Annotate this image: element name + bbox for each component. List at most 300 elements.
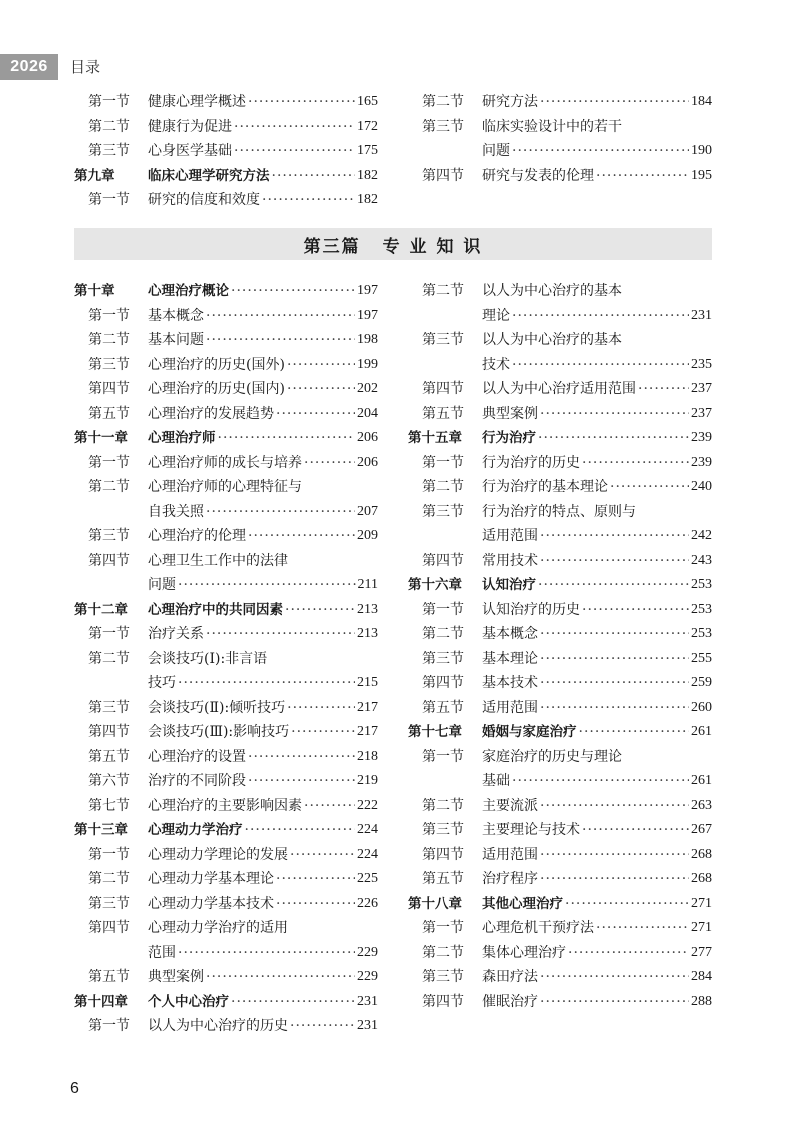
entry-title-line: [482, 843, 712, 868]
entry-page: 261: [691, 773, 712, 788]
entry-title-line: [482, 745, 712, 770]
toc-section-entry: [74, 115, 378, 140]
leader-dots: [540, 90, 689, 115]
entry-title-line: [148, 475, 378, 500]
leader-dots: [272, 164, 356, 189]
entry-title: 认知治疗: [482, 577, 536, 593]
entry-page: 263: [691, 797, 712, 813]
leader-dots: [206, 622, 355, 647]
toc-section-entry: [74, 524, 378, 549]
entry-number: 第二节: [88, 871, 130, 887]
toc-top-left-column: [74, 90, 378, 213]
leader-dots: [540, 647, 689, 672]
entry-title: 以人为中心治疗适用范围: [482, 381, 636, 397]
entry-title-line: [148, 164, 378, 189]
entry-page: 182: [357, 167, 378, 183]
entry-number: 第十八章: [408, 895, 462, 912]
toc-section-entry: [408, 328, 712, 353]
toc-section-entry: [408, 279, 712, 304]
leader-dots: [206, 965, 355, 990]
entry-page: 277: [691, 944, 712, 960]
leader-dots: [512, 353, 689, 378]
leader-dots: [540, 965, 689, 990]
entry-number: 第十五章: [408, 430, 462, 446]
entry-title: 个人中心治疗: [148, 993, 229, 1010]
entry-title-line: [148, 794, 378, 819]
entry-number: 第一节: [422, 748, 464, 765]
leader-dots: [178, 573, 356, 598]
leader-dots: [290, 1014, 355, 1039]
toc-left-column: [74, 279, 378, 1039]
entry-page: 215: [357, 675, 378, 690]
toc-section-entry: [408, 164, 712, 189]
toc-section-entry: [74, 304, 378, 329]
entry-number: 第十四章: [74, 993, 128, 1010]
entry-title-line: [148, 524, 378, 549]
entry-number: 第一节: [88, 1018, 130, 1034]
leader-dots: [582, 598, 689, 623]
entry-page: 239: [691, 454, 712, 470]
entry-number: 第三节: [422, 969, 464, 985]
entry-title: 典型案例: [482, 405, 538, 422]
entry-title-line: [482, 139, 712, 164]
toc-chapter-entry: [408, 573, 712, 598]
entry-page: 182: [357, 192, 378, 207]
entry-number: 第十一章: [74, 430, 128, 446]
leader-dots: [234, 115, 355, 140]
toc-section-entry: [408, 500, 712, 525]
entry-title: 治疗关系: [148, 626, 204, 642]
entry-page: 204: [357, 405, 378, 421]
entry-page: 226: [357, 895, 378, 911]
entry-page: 268: [691, 846, 712, 862]
entry-page: 231: [357, 993, 378, 1009]
entry-title: 以人为中心治疗的基本: [482, 283, 622, 299]
entry-page: 184: [691, 94, 712, 109]
entry-title: 基本问题: [148, 332, 204, 348]
entry-number: 第二节: [88, 650, 130, 667]
entry-title-line: [148, 598, 378, 623]
entry-title-line: [148, 549, 378, 574]
toc-section-entry: [74, 769, 378, 794]
entry-title: 心理治疗师: [148, 430, 216, 446]
entry-title-line: [482, 475, 712, 500]
entry-title-line: [148, 353, 378, 378]
entry-title: 催眠治疗: [482, 993, 538, 1010]
entry-title: 会谈技巧(Ⅲ):影响技巧: [148, 724, 290, 740]
entry-number: 第五节: [422, 699, 464, 716]
entry-page: 229: [357, 944, 378, 960]
leader-dots: [582, 451, 689, 476]
leader-dots: [582, 818, 689, 843]
entry-title: 基本技术: [482, 675, 538, 691]
toc-section-entry: [408, 794, 712, 819]
entry-title-line: [482, 402, 712, 427]
entry-title: 研究的信度和效度: [148, 192, 260, 208]
toc-chapter-entry: [74, 279, 378, 304]
toc-chapter-entry: [74, 426, 378, 451]
entry-title-line: [148, 990, 378, 1015]
entry-title: 心理治疗的发展趋势: [148, 405, 274, 422]
entry-title: 心理治疗的历史(国内): [148, 381, 285, 397]
entry-title: 其他心理治疗: [482, 895, 563, 912]
leader-dots: [540, 524, 689, 549]
toc-section-entry: [74, 1014, 378, 1039]
page-header: [0, 54, 800, 80]
entry-title-line: [482, 573, 712, 598]
entry-page: 271: [691, 895, 712, 911]
entry-title: 心理动力学治疗的适用: [148, 920, 288, 936]
entry-title: 行为治疗的历史: [482, 454, 580, 471]
entry-number: 第一节: [88, 307, 130, 324]
entry-number: 第一节: [88, 94, 130, 110]
entry-page: 260: [691, 699, 712, 715]
entry-title: 研究与发表的伦理: [482, 167, 594, 184]
entry-title-line: [482, 720, 712, 745]
entry-title: 心理动力学基本理论: [148, 871, 274, 887]
entry-number: 第十三章: [74, 822, 128, 838]
entry-title-cont: 问题: [148, 577, 176, 593]
entry-page: 235: [691, 356, 712, 372]
entry-title-line: [482, 794, 712, 819]
leader-dots: [540, 867, 689, 892]
toc-section-entry: [408, 843, 712, 868]
entry-title: 心理动力学基本技术: [148, 895, 274, 912]
entry-title-line: [148, 188, 378, 213]
entry-title-line: [148, 647, 378, 672]
toc-section-entry: [408, 622, 712, 647]
toc-chapter-entry: [74, 598, 378, 623]
entry-title-line: [482, 916, 712, 941]
entry-number: 第四节: [88, 920, 130, 936]
entry-page: 207: [357, 503, 378, 519]
entry-title-line: [148, 769, 378, 794]
entry-number: 第三节: [88, 528, 130, 544]
toc-chapter-entry: [74, 818, 378, 843]
entry-title-line: [148, 818, 378, 843]
entry-number: 第四节: [88, 381, 130, 397]
header-title: 目录: [70, 58, 101, 76]
entry-title: 治疗的不同阶段: [148, 773, 246, 789]
toc-section-entry: [74, 745, 378, 770]
entry-title: 心理治疗的主要影响因素: [148, 797, 302, 814]
entry-page: 253: [691, 626, 712, 641]
entry-title-continuation: [74, 671, 378, 696]
entry-page: 255: [691, 650, 712, 666]
toc-section-entry: [74, 916, 378, 941]
leader-dots: [290, 843, 355, 868]
entry-number: 第三节: [88, 143, 130, 159]
entry-title-cont: 技巧: [148, 675, 176, 691]
toc-section-entry: [408, 867, 712, 892]
entry-title-line: [482, 598, 712, 623]
leader-dots: [538, 573, 689, 598]
leader-dots: [178, 941, 355, 966]
toc-section-entry: [408, 745, 712, 770]
leader-dots: [596, 916, 689, 941]
entry-title: 婚姻与家庭治疗: [482, 724, 577, 740]
entry-title-line: [482, 500, 712, 525]
entry-page: 206: [357, 454, 378, 470]
toc-section-entry: [408, 115, 712, 140]
entry-title-cont: 理论: [482, 307, 510, 324]
entry-title-line: [148, 304, 378, 329]
leader-dots: [304, 451, 355, 476]
toc-section-entry: [408, 965, 712, 990]
entry-title: 主要流派: [482, 797, 538, 814]
entry-title-continuation: [408, 139, 712, 164]
entry-title: 心理治疗概论: [148, 283, 229, 299]
toc-section-entry: [408, 475, 712, 500]
entry-number: 第二节: [422, 797, 464, 814]
entry-title-line: [482, 941, 712, 966]
entry-title: 心理治疗师的成长与培养: [148, 454, 302, 471]
entry-page: 197: [357, 307, 378, 323]
entry-number: 第三节: [422, 118, 464, 135]
entry-number: 第五节: [88, 969, 130, 985]
leader-dots: [291, 720, 355, 745]
entry-page: 224: [357, 822, 378, 837]
toc-section-entry: [74, 892, 378, 917]
entry-title: 基本概念: [482, 626, 538, 642]
entry-number: 第一节: [422, 454, 464, 471]
entry-number: 第四节: [422, 552, 464, 569]
entry-number: 第三节: [88, 699, 130, 716]
entry-title: 行为治疗的基本理论: [482, 479, 608, 495]
leader-dots: [579, 720, 690, 745]
toc-section-entry: [408, 90, 712, 115]
entry-page: 172: [357, 118, 378, 134]
entry-number: 第三节: [422, 503, 464, 520]
entry-title-cont: 问题: [482, 143, 510, 159]
entry-number: 第五节: [88, 405, 130, 422]
entry-page: 231: [691, 307, 712, 323]
entry-title-line: [482, 867, 712, 892]
part-name: 专 业 知 识: [382, 236, 483, 257]
leader-dots: [568, 941, 689, 966]
leader-dots: [248, 745, 355, 770]
entry-title-line: [482, 279, 712, 304]
entry-page: 213: [357, 626, 378, 641]
entry-title-line: [482, 647, 712, 672]
toc-section-entry: [74, 377, 378, 402]
page-number: 6: [70, 1080, 79, 1097]
toc-section-entry: [74, 139, 378, 164]
entry-title-line: [482, 90, 712, 115]
leader-dots: [540, 696, 689, 721]
entry-title-line: [148, 916, 378, 941]
entry-number: 第二节: [422, 94, 464, 110]
entry-page: 202: [357, 381, 378, 396]
entry-number: 第四节: [422, 167, 464, 184]
entry-title-line: [148, 402, 378, 427]
leader-dots: [540, 843, 689, 868]
entry-page: 225: [357, 871, 378, 886]
leader-dots: [231, 279, 355, 304]
entry-title-line: [482, 451, 712, 476]
leader-dots: [276, 892, 355, 917]
entry-title-line: [148, 941, 378, 966]
part-number: 第三篇: [303, 236, 361, 257]
leader-dots: [538, 426, 689, 451]
leader-dots: [276, 402, 355, 427]
entry-title: 认知治疗的历史: [482, 601, 580, 618]
entry-number: 第四节: [422, 993, 464, 1010]
entry-page: 211: [357, 577, 378, 592]
toc-chapter-entry: [408, 892, 712, 917]
entry-title: 心理动力学治疗: [148, 822, 243, 838]
toc-section-entry: [74, 549, 378, 574]
entry-title: 心理卫生工作中的法律: [148, 552, 288, 569]
leader-dots: [206, 500, 355, 525]
leader-dots: [248, 90, 355, 115]
entry-title-line: [148, 573, 378, 598]
leader-dots: [512, 304, 689, 329]
entry-number: 第十二章: [74, 601, 128, 618]
entry-number: 第二节: [422, 626, 464, 642]
entry-number: 第三节: [88, 356, 130, 373]
entry-title-continuation: [74, 941, 378, 966]
toc-section-entry: [408, 671, 712, 696]
entry-title: 心身医学基础: [148, 143, 232, 159]
entry-page: 229: [357, 969, 378, 984]
entry-number: 第五节: [422, 405, 464, 422]
leader-dots: [596, 164, 689, 189]
leader-dots: [234, 139, 355, 164]
toc-section-entry: [74, 965, 378, 990]
entry-page: 267: [691, 822, 712, 837]
leader-dots: [287, 353, 355, 378]
entry-title-line: [482, 353, 712, 378]
leader-dots: [512, 139, 689, 164]
entry-number: 第二节: [422, 944, 464, 961]
leader-dots: [245, 818, 356, 843]
toc-chapter-entry: [74, 164, 378, 189]
toc-section-entry: [74, 647, 378, 672]
toc-section-entry: [74, 475, 378, 500]
entry-page: 218: [357, 748, 378, 764]
entry-page: 190: [691, 143, 712, 158]
leader-dots: [206, 328, 355, 353]
toc-section-entry: [74, 696, 378, 721]
entry-title-line: [482, 892, 712, 917]
entry-page: 195: [691, 167, 712, 183]
entry-title-line: [482, 426, 712, 451]
entry-page: 197: [357, 283, 378, 298]
entry-title-line: [148, 720, 378, 745]
part-banner: [74, 228, 712, 260]
toc-section-entry: [74, 188, 378, 213]
entry-page: 209: [357, 528, 378, 543]
leader-dots: [218, 426, 356, 451]
entry-number: 第四节: [88, 552, 130, 569]
entry-number: 第二节: [88, 332, 130, 348]
entry-page: 242: [691, 528, 712, 543]
entry-title: 行为治疗的特点、原则与: [482, 503, 636, 520]
entry-title-continuation: [74, 500, 378, 525]
toc-section-entry: [74, 720, 378, 745]
entry-page: 237: [691, 381, 712, 396]
entry-title-continuation: [408, 769, 712, 794]
entry-title: 常用技术: [482, 552, 538, 569]
entry-title: 健康心理学概述: [148, 94, 246, 110]
entry-title-line: [148, 90, 378, 115]
entry-number: 第二节: [88, 118, 130, 135]
entry-title-line: [482, 304, 712, 329]
entry-title-line: [148, 622, 378, 647]
entry-title-line: [148, 1014, 378, 1039]
entry-number: 第三节: [422, 332, 464, 348]
entry-title: 研究方法: [482, 94, 538, 110]
year-badge: 2026: [0, 54, 58, 80]
toc-section-entry: [74, 328, 378, 353]
entry-title: 会谈技巧(Ⅱ):倾听技巧: [148, 699, 286, 716]
entry-title: 心理治疗的历史(国外): [148, 356, 285, 373]
leader-dots: [248, 769, 355, 794]
entry-page: 231: [357, 1018, 378, 1033]
leader-dots: [276, 867, 355, 892]
entry-title: 适用范围: [482, 699, 538, 716]
entry-title: 基本概念: [148, 307, 204, 324]
entry-title-continuation: [408, 304, 712, 329]
leader-dots: [540, 402, 689, 427]
entry-number: 第五节: [88, 748, 130, 765]
entry-title-cont: 技术: [482, 356, 510, 373]
leader-dots: [540, 549, 689, 574]
entry-title-line: [482, 990, 712, 1015]
entry-page: 199: [357, 356, 378, 372]
entry-page: 288: [691, 993, 712, 1009]
entry-title-line: [482, 769, 712, 794]
entry-title: 集体心理治疗: [482, 944, 566, 961]
entry-page: 284: [691, 969, 712, 984]
entry-number: 第二节: [422, 479, 464, 495]
entry-title-line: [148, 867, 378, 892]
entry-number: 第四节: [422, 846, 464, 863]
entry-title: 心理治疗师的心理特征与: [148, 479, 302, 495]
entry-title: 治疗程序: [482, 871, 538, 887]
entry-page: 198: [357, 332, 378, 347]
toc-top-right-column: [408, 90, 712, 188]
entry-title-cont: 适用范围: [482, 528, 538, 544]
entry-number: 第十七章: [408, 724, 462, 740]
toc-chapter-entry: [74, 990, 378, 1015]
entry-page: 243: [691, 552, 712, 568]
leader-dots: [262, 188, 355, 213]
toc-chapter-entry: [408, 720, 712, 745]
entry-number: 第十六章: [408, 577, 462, 593]
entry-page: 213: [357, 601, 378, 617]
entry-title-cont: 自我关照: [148, 503, 204, 520]
leader-dots: [512, 769, 689, 794]
entry-title-line: [148, 671, 378, 696]
entry-title: 典型案例: [148, 969, 204, 985]
entry-title-line: [482, 965, 712, 990]
entry-title-line: [148, 892, 378, 917]
entry-number: 第十章: [74, 283, 115, 299]
entry-number: 第一节: [422, 920, 464, 936]
entry-title-line: [148, 745, 378, 770]
entry-title-line: [482, 164, 712, 189]
entry-number: 第九章: [74, 167, 115, 184]
entry-page: 206: [357, 430, 378, 445]
entry-number: 第一节: [88, 846, 130, 863]
entry-title: 临床实验设计中的若干: [482, 118, 622, 135]
entry-number: 第三节: [422, 822, 464, 838]
toc-section-entry: [408, 598, 712, 623]
entry-page: 224: [357, 846, 378, 862]
leader-dots: [287, 696, 355, 721]
